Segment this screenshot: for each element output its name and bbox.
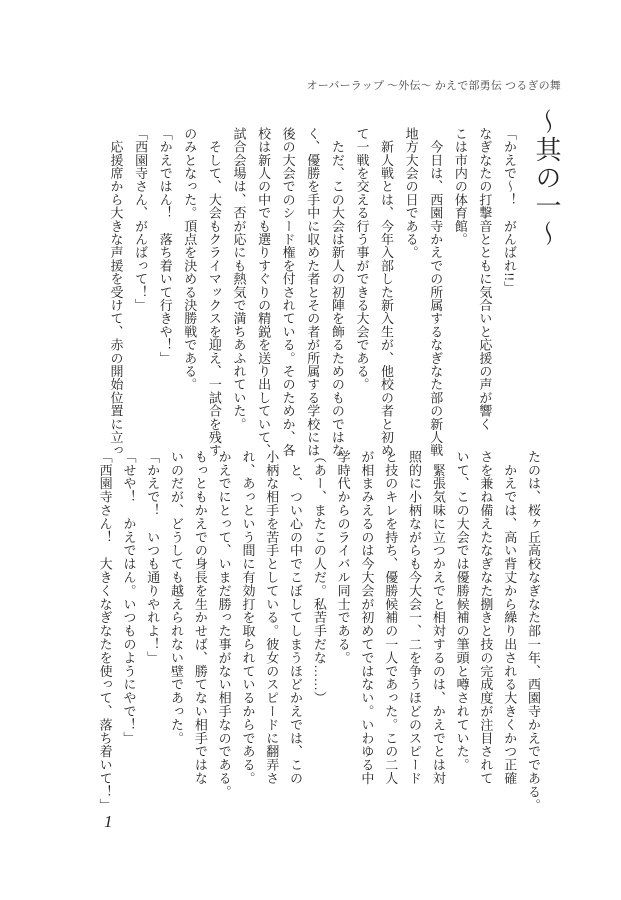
- text-line: 照的に小柄ながらも今大会一、二を争うほどのスピード: [407, 450, 423, 785]
- text-line: 校は新人の中でも選りすぐりの精鋭を送り出していて、: [256, 127, 272, 457]
- chapter-title: ～其の一～: [532, 108, 561, 248]
- text-line: のみとなった。頂点を決める決勝戦である。: [182, 127, 198, 391]
- text-line: 緊張気味に立つかえでと相対するのは、かえでとは対: [430, 450, 446, 785]
- text-line: れ、あっという間に有効打を取られているからである。: [240, 450, 256, 785]
- text-line: いのだが、どうしても越えられない壁であった。: [169, 450, 185, 745]
- text-line: （あー、またこの人だ。私苦手だな……）: [311, 450, 327, 705]
- text-line: かえでは、高い背丈から繰り出される大きくかつ正確: [502, 450, 518, 785]
- text-line: いて、この大会では優勝候補の筆頭と噂されていた。: [454, 450, 470, 772]
- running-header: オーバーラップ ～外伝～ かえで部勇伝 つるぎの舞: [306, 80, 561, 92]
- text-line: 「西園寺さん！ 大きくなぎなたを使って、落ち着いて！」: [97, 450, 113, 812]
- text-line: 地方大会の日である。: [403, 127, 419, 259]
- text-line: 新人戦とは、今年入部した新入生が、他校の者と初め: [379, 127, 395, 457]
- text-line: たのは、桜ヶ丘高校なぎなた部一年、西園寺かえでである。: [526, 450, 541, 812]
- text-line: もっともかえでの身長を生かせば、勝てない相手ではな: [192, 450, 208, 785]
- text-line: 今日は、西園寺かえでの所属するなぎなた部の新人戦: [428, 127, 444, 457]
- text-line: 小柄な相手を苦手としている。彼女のスピードに翻弄さ: [264, 450, 280, 785]
- text-line: と、つい心の中でこぼしてしまうほどかえでは、この: [288, 450, 304, 785]
- text-line: なぎなたの打撃音とともに気合いと応援の声が響く: [477, 127, 493, 431]
- text-line: が相まみえるのは今大会が初めてではない。いわゆる中: [359, 450, 375, 785]
- text-line: 「せや！ かえではん。いつものようにやで！」: [121, 450, 137, 745]
- text-line: そして、大会もクライマックスを迎え、一試合を残す: [206, 127, 222, 457]
- text-line: 応援席から大きな声援を受けて、赤の開始位置に立っ: [108, 127, 124, 457]
- text-line: 学時代からのライバル同士である。: [335, 450, 351, 665]
- text-line: 「かえで～！ がんばれ!!」: [502, 127, 517, 295]
- text-line: 「かえで！ いつも通りやれよ！」: [145, 450, 161, 665]
- text-line: 後の大会でのシード権を付されている。そのためか、各: [280, 127, 296, 457]
- text-line: かえでにとって、いまだ勝った事がない相手なのである。: [216, 450, 232, 799]
- text-block-top: [103, 127, 521, 457]
- text-line: さを兼ね備えたなぎなた捌きと技の完成度が注目されて: [478, 450, 494, 785]
- text-line: く、優勝を手中に収めた者とその者が所属する学校には: [305, 127, 321, 457]
- page-number: 1: [104, 812, 113, 831]
- text-block-bottom: [93, 450, 545, 812]
- text-line: 「かえではん！ 落ち着いて行きや！」: [157, 127, 173, 365]
- text-line: と技のキレを持ち、優勝候補の一人であった。この二人: [383, 450, 399, 785]
- text-line: ただ、この大会は新人の初陣を飾るためのものではな: [329, 127, 345, 457]
- text-line: 「西園寺さん、がんばって！」: [133, 127, 149, 312]
- text-line: 試合会場は、否が応にも熱気で満ちあふれていた。: [231, 127, 247, 431]
- text-line: こは市内の体育館。: [452, 127, 468, 246]
- text-line: て一戦を交える行う事ができる大会である。: [354, 127, 370, 391]
